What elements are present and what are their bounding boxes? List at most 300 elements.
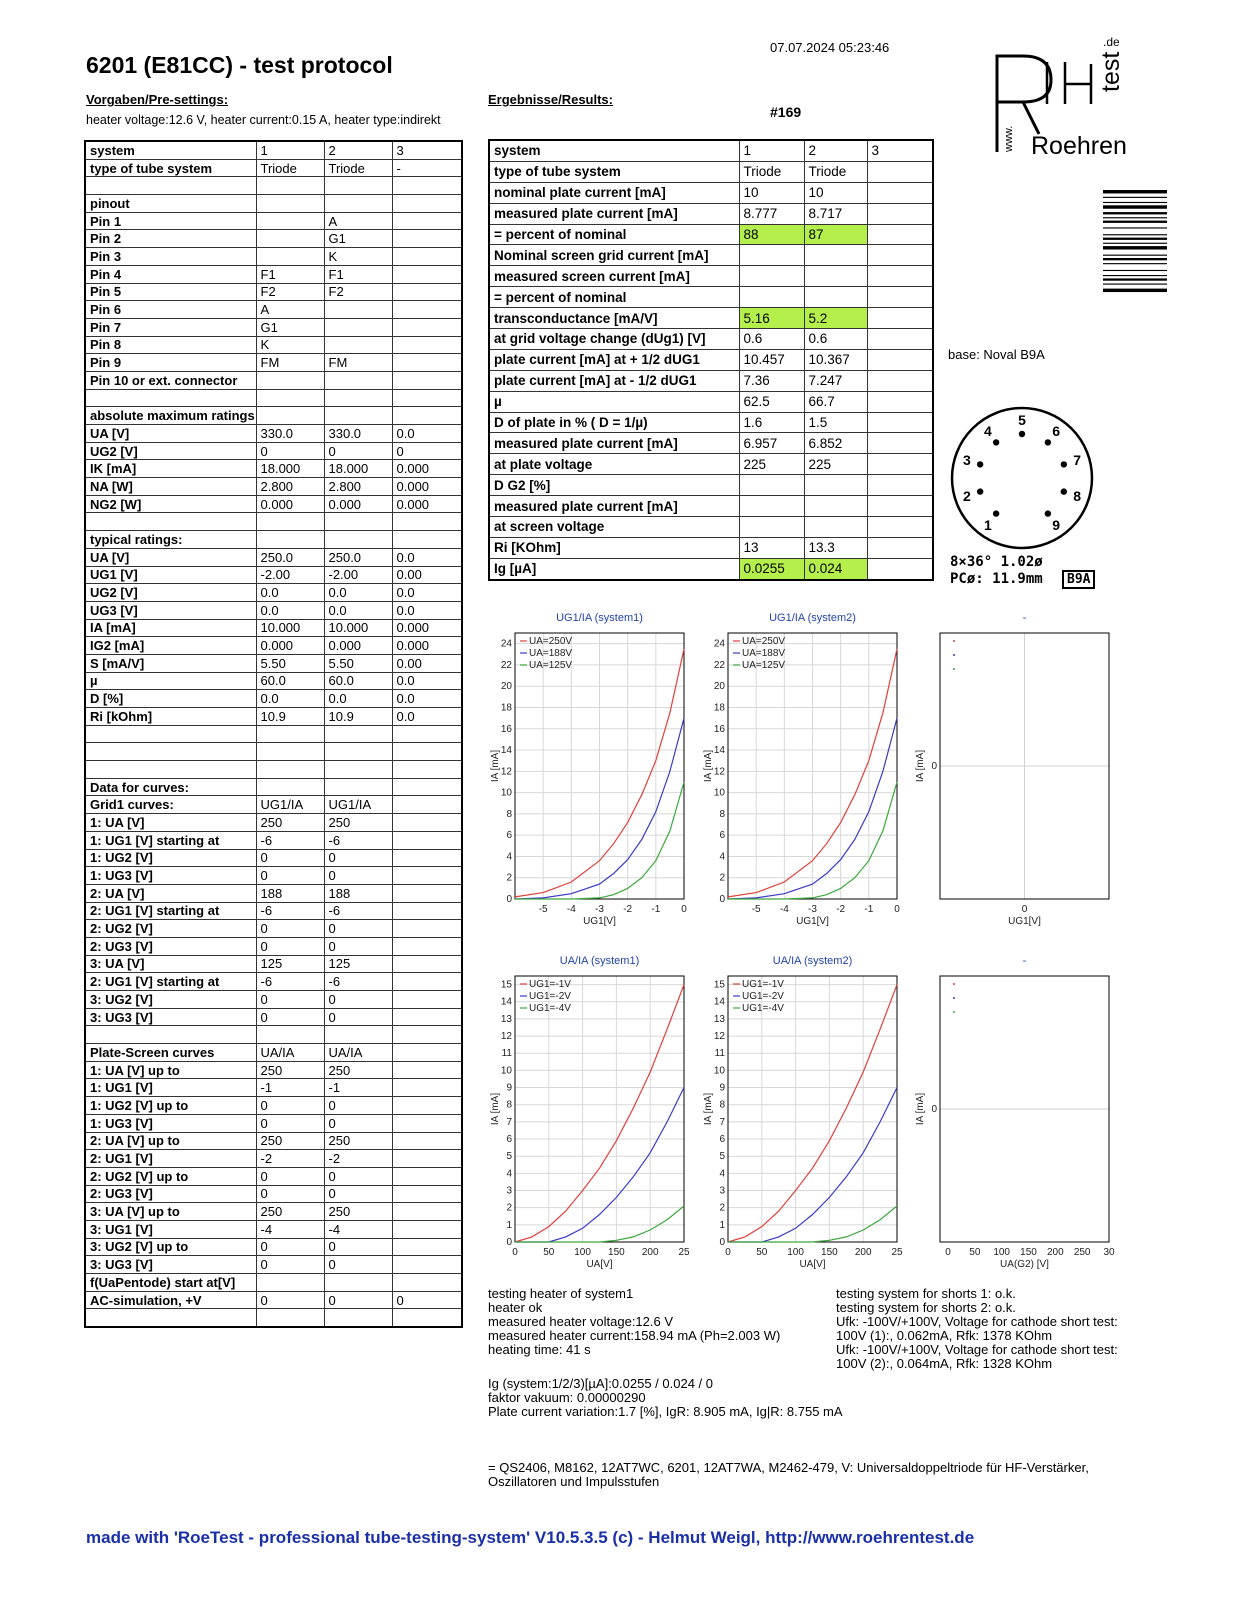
socket-pin-label: 4 bbox=[984, 423, 992, 440]
x-tick-label: -4 bbox=[779, 904, 789, 915]
cell-system-3 bbox=[392, 336, 462, 354]
cell-system-2 bbox=[324, 195, 392, 213]
table-row bbox=[85, 389, 462, 407]
y-tick-label: 0 bbox=[931, 1104, 937, 1115]
svg-text:test: test bbox=[1097, 51, 1125, 92]
cell-system-3 bbox=[392, 725, 462, 743]
table-row bbox=[85, 1203, 462, 1221]
cell-system-3: 0.000 bbox=[392, 460, 462, 478]
chart-ua-ia-system1 bbox=[487, 940, 690, 1273]
table-row bbox=[85, 354, 462, 372]
row-label: 2: UG1 [V] starting at bbox=[85, 902, 256, 920]
y-tick-label: 14 bbox=[713, 745, 725, 757]
legend-entry: UA=250V bbox=[742, 636, 786, 647]
cell-system-2: K bbox=[324, 248, 392, 266]
cell-system-3: 0.000 bbox=[392, 478, 462, 496]
x-tick-label: 0 bbox=[945, 1247, 951, 1258]
cell-system-1: 0 bbox=[256, 1256, 324, 1274]
y-tick-label: 15 bbox=[500, 979, 512, 991]
cell-system-1: 0 bbox=[256, 442, 324, 460]
row-label: UA [V] bbox=[85, 425, 256, 443]
cell-system-3 bbox=[392, 761, 462, 779]
y-tick-label: 22 bbox=[713, 659, 725, 671]
table-row bbox=[85, 531, 462, 549]
cell-system-2 bbox=[324, 1274, 392, 1292]
table-row bbox=[85, 1008, 462, 1026]
row-label: UG3 [V] bbox=[85, 601, 256, 619]
table-row bbox=[489, 391, 933, 412]
row-label: 3: UA [V] bbox=[85, 955, 256, 973]
y-tick-label: 13 bbox=[713, 1013, 725, 1025]
table-row bbox=[489, 475, 933, 496]
cell-system-2: 10.000 bbox=[324, 619, 392, 637]
table-row bbox=[85, 849, 462, 867]
cell-system-2: 0 bbox=[324, 1238, 392, 1256]
x-tick-label: 0 bbox=[894, 904, 900, 915]
row-label: 2: UG1 [V] bbox=[85, 1150, 256, 1168]
table-row bbox=[85, 425, 462, 443]
y-tick-label: 4 bbox=[719, 851, 725, 863]
cell-system-1: 6.957 bbox=[739, 433, 804, 454]
y-tick-label: 12 bbox=[713, 1031, 725, 1043]
cell-system-2: A bbox=[324, 212, 392, 230]
cell-system-3 bbox=[392, 1061, 462, 1079]
chart-title: UA/IA (system2) bbox=[772, 955, 853, 967]
cell-system-2 bbox=[804, 287, 867, 308]
table-row bbox=[489, 517, 933, 538]
table-row bbox=[489, 412, 933, 433]
row-label: measured plate current [mA] bbox=[489, 203, 739, 224]
cell-system-3 bbox=[392, 867, 462, 885]
cell-system-2: 250 bbox=[324, 1132, 392, 1150]
cell-system-2: 0 bbox=[324, 1114, 392, 1132]
cell-system-1: 0 bbox=[256, 1238, 324, 1256]
heater-test-line: testing heater of system1 bbox=[488, 1286, 634, 1301]
table-row bbox=[85, 177, 462, 195]
cell-system-2 bbox=[324, 301, 392, 319]
legend-entry: UA=125V bbox=[529, 660, 573, 671]
cell-system-3 bbox=[867, 349, 933, 370]
socket-pin bbox=[977, 461, 983, 467]
legend-dot bbox=[953, 640, 955, 642]
row-label bbox=[85, 389, 256, 407]
legend-entry: UA=125V bbox=[742, 660, 786, 671]
table-row bbox=[489, 182, 933, 203]
cell-system-1 bbox=[256, 230, 324, 248]
cell-system-2: 0 bbox=[324, 442, 392, 460]
chart-ua-ia-system2 bbox=[700, 940, 903, 1273]
cell-system-1: G1 bbox=[256, 318, 324, 336]
cell-system-3 bbox=[867, 308, 933, 329]
cell-system-2: 0 bbox=[324, 1167, 392, 1185]
cell-system-2: 66.7 bbox=[804, 391, 867, 412]
cell-system-1: -1 bbox=[256, 1079, 324, 1097]
cell-system-3 bbox=[867, 370, 933, 391]
table-row bbox=[489, 161, 933, 182]
cell-system-1 bbox=[256, 407, 324, 425]
cell-system-2 bbox=[324, 336, 392, 354]
y-tick-label: 20 bbox=[713, 681, 725, 693]
cell-system-3 bbox=[392, 1150, 462, 1168]
socket-pin-label: 2 bbox=[962, 487, 971, 504]
cell-system-1: -6 bbox=[256, 902, 324, 920]
row-label: NA [W] bbox=[85, 478, 256, 496]
cell-system-2: 125 bbox=[324, 955, 392, 973]
row-label: Grid1 curves: bbox=[85, 796, 256, 814]
shorts-test-line: testing system for shorts 1: o.k. bbox=[836, 1286, 1016, 1301]
table-row bbox=[85, 195, 462, 213]
table-row bbox=[489, 496, 933, 517]
row-label: D [%] bbox=[85, 690, 256, 708]
y-tick-label: 13 bbox=[500, 1013, 512, 1025]
table-row bbox=[85, 831, 462, 849]
x-tick-label: -5 bbox=[538, 904, 548, 915]
cell-system-1 bbox=[739, 287, 804, 308]
row-label bbox=[85, 1026, 256, 1044]
row-label: 1: UA [V] up to bbox=[85, 1061, 256, 1079]
cell-system-2: 250 bbox=[324, 1061, 392, 1079]
cell-system-1: 0 bbox=[256, 1097, 324, 1115]
cell-system-1: -2 bbox=[256, 1150, 324, 1168]
x-axis-label: UG1[V] bbox=[796, 916, 829, 927]
cell-system-3 bbox=[392, 902, 462, 920]
shorts-test-line: 100V (2):, 0.064mA, Rfk: 1328 KOhm bbox=[836, 1356, 1053, 1371]
table-row bbox=[489, 203, 933, 224]
cell-system-1 bbox=[739, 517, 804, 538]
cell-system-3 bbox=[392, 407, 462, 425]
row-label bbox=[85, 177, 256, 195]
y-tick-label: 2 bbox=[506, 872, 512, 884]
cell-system-2: 250 bbox=[324, 1203, 392, 1221]
cell-system-3 bbox=[867, 391, 933, 412]
row-label: D G2 [%] bbox=[489, 475, 739, 496]
cell-system-3: 3 bbox=[867, 140, 933, 161]
table-row bbox=[85, 1150, 462, 1168]
cell-system-3 bbox=[392, 1079, 462, 1097]
row-label: 2: UG2 [V] bbox=[85, 920, 256, 938]
results-table bbox=[488, 139, 934, 581]
row-label bbox=[85, 513, 256, 531]
svg-text:Roehren: Roehren bbox=[1031, 132, 1127, 160]
y-tick-label: 6 bbox=[506, 830, 512, 842]
y-tick-label: 8 bbox=[719, 1099, 725, 1111]
x-axis-label: UA[V] bbox=[799, 1259, 826, 1270]
table-row bbox=[85, 1097, 462, 1115]
cell-system-2 bbox=[324, 177, 392, 195]
cell-system-2: 0.024 bbox=[804, 558, 867, 579]
socket-pin bbox=[1045, 439, 1051, 445]
cell-system-3 bbox=[392, 778, 462, 796]
cell-system-3 bbox=[392, 991, 462, 1009]
x-tick-label: 25 bbox=[678, 1247, 690, 1258]
row-label: 1: UG2 [V] up to bbox=[85, 1097, 256, 1115]
row-label: absolute maximum ratings bbox=[85, 407, 256, 425]
cell-system-2: 60.0 bbox=[324, 672, 392, 690]
y-tick-label: 1 bbox=[506, 1219, 512, 1231]
cell-system-2 bbox=[324, 1309, 392, 1327]
x-tick-label: 150 bbox=[821, 1247, 838, 1258]
cell-system-1: -6 bbox=[256, 973, 324, 991]
cell-system-2: 7.247 bbox=[804, 370, 867, 391]
barcode bbox=[1103, 190, 1167, 312]
cell-system-2: 0 bbox=[324, 1256, 392, 1274]
y-tick-label: 12 bbox=[500, 1031, 512, 1043]
row-label: 2: UG1 [V] starting at bbox=[85, 973, 256, 991]
cell-system-2 bbox=[324, 371, 392, 389]
row-label: 2: UA [V] bbox=[85, 884, 256, 902]
x-tick-label: -5 bbox=[751, 904, 761, 915]
cell-system-2 bbox=[804, 517, 867, 538]
y-tick-label: 18 bbox=[713, 702, 725, 714]
table-row bbox=[85, 1026, 462, 1044]
cell-system-1: 10 bbox=[739, 182, 804, 203]
cell-system-2: 0 bbox=[324, 1291, 392, 1309]
y-tick-label: 8 bbox=[506, 1099, 512, 1111]
cell-system-1: 88 bbox=[739, 224, 804, 245]
run-number: #169 bbox=[770, 104, 802, 120]
cell-system-3: 0.0 bbox=[392, 672, 462, 690]
y-tick-label: 1 bbox=[719, 1219, 725, 1231]
y-tick-label: 6 bbox=[719, 1134, 725, 1146]
heater-settings: heater voltage:12.6 V, heater current:0.15 A, heater type:indirekt bbox=[86, 113, 441, 127]
y-tick-label: 11 bbox=[714, 1048, 725, 1060]
table-row bbox=[85, 1167, 462, 1185]
table-row bbox=[85, 1044, 462, 1062]
cell-system-2: 87 bbox=[804, 224, 867, 245]
row-label: S [mA/V] bbox=[85, 654, 256, 672]
cell-system-3 bbox=[392, 955, 462, 973]
x-tick-label: 50 bbox=[969, 1247, 981, 1258]
table-row bbox=[85, 814, 462, 832]
table-row bbox=[85, 725, 462, 743]
cell-system-3: 3 bbox=[392, 141, 462, 159]
table-row bbox=[85, 937, 462, 955]
table-row bbox=[489, 433, 933, 454]
cell-system-3 bbox=[867, 182, 933, 203]
cell-system-3 bbox=[392, 195, 462, 213]
cell-system-2: 250 bbox=[324, 814, 392, 832]
legend-entry: UG1=-2V bbox=[742, 991, 784, 1002]
x-tick-label: 25 bbox=[891, 1247, 903, 1258]
cell-system-2: 0 bbox=[324, 1008, 392, 1026]
row-label: = percent of nominal bbox=[489, 224, 739, 245]
cell-system-3 bbox=[392, 814, 462, 832]
y-tick-label: 2 bbox=[506, 1202, 512, 1214]
table-row bbox=[85, 1238, 462, 1256]
y-tick-label: 15 bbox=[713, 979, 725, 991]
cell-system-2: 5.50 bbox=[324, 654, 392, 672]
row-label: NG2 [W] bbox=[85, 495, 256, 513]
legend-dot bbox=[953, 668, 955, 670]
socket-pin-label: 6 bbox=[1052, 423, 1060, 440]
x-tick-label: 150 bbox=[1020, 1247, 1037, 1258]
cell-system-2: 0.0 bbox=[324, 690, 392, 708]
cell-system-3 bbox=[392, 248, 462, 266]
row-label: plate current [mA] at - 1/2 dUG1 bbox=[489, 370, 739, 391]
row-label: measured plate current [mA] bbox=[489, 496, 739, 517]
cell-system-1: 0.6 bbox=[739, 329, 804, 350]
table-row bbox=[85, 159, 462, 177]
x-tick-label: 0 bbox=[681, 904, 687, 915]
pre-settings-table bbox=[84, 140, 463, 1328]
cell-system-2 bbox=[324, 725, 392, 743]
cell-system-3 bbox=[392, 265, 462, 283]
cell-system-3 bbox=[392, 177, 462, 195]
row-label: Nominal screen grid current [mA] bbox=[489, 245, 739, 266]
socket-pin-label: 8 bbox=[1073, 487, 1082, 504]
cell-system-3 bbox=[392, 531, 462, 549]
row-label: at grid voltage change (dUg1) [V] bbox=[489, 329, 739, 350]
cell-system-1: 5.16 bbox=[739, 308, 804, 329]
table-row bbox=[85, 548, 462, 566]
x-tick-label: -2 bbox=[623, 904, 633, 915]
pitch-circle: PCø: 11.9mm bbox=[950, 571, 1043, 587]
row-label: plate current [mA] at + 1/2 dUG1 bbox=[489, 349, 739, 370]
legend-entry: UG1=-4V bbox=[742, 1003, 784, 1014]
row-label: µ bbox=[489, 391, 739, 412]
cell-system-2: -2 bbox=[324, 1150, 392, 1168]
cell-system-1: 2.800 bbox=[256, 478, 324, 496]
row-label: 3: UG3 [V] bbox=[85, 1256, 256, 1274]
table-row bbox=[85, 141, 462, 159]
x-tick-label: -4 bbox=[566, 904, 576, 915]
base-label: base: Noval B9A bbox=[948, 347, 1045, 362]
cell-system-1 bbox=[739, 266, 804, 287]
cell-system-2: 188 bbox=[324, 884, 392, 902]
cell-system-2 bbox=[324, 761, 392, 779]
cell-system-2: 250.0 bbox=[324, 548, 392, 566]
row-label: Pin 8 bbox=[85, 336, 256, 354]
chart-title: UA/IA (system1) bbox=[559, 955, 640, 967]
table-row bbox=[85, 1220, 462, 1238]
table-row bbox=[489, 287, 933, 308]
cell-system-1 bbox=[256, 195, 324, 213]
cell-system-1: 250 bbox=[256, 1061, 324, 1079]
roehrentest-logo bbox=[985, 34, 1125, 159]
cell-system-1: -2.00 bbox=[256, 566, 324, 584]
table-row bbox=[85, 654, 462, 672]
y-tick-label: 6 bbox=[719, 830, 725, 842]
pre-settings-heading: Vorgaben/Pre-settings: bbox=[86, 92, 229, 107]
row-label: measured plate current [mA] bbox=[489, 433, 739, 454]
table-row bbox=[489, 308, 933, 329]
row-label: 3: UA [V] up to bbox=[85, 1203, 256, 1221]
cell-system-3 bbox=[392, 212, 462, 230]
y-tick-label: 7 bbox=[506, 1116, 512, 1128]
y-tick-label: 3 bbox=[719, 1185, 725, 1197]
chart-title: UG1/IA (system2) bbox=[769, 612, 856, 624]
cell-system-3 bbox=[392, 1185, 462, 1203]
cell-system-2: 0 bbox=[324, 849, 392, 867]
cell-system-2: Triode bbox=[324, 159, 392, 177]
cell-system-3 bbox=[392, 1220, 462, 1238]
table-row bbox=[85, 991, 462, 1009]
legend-dot bbox=[953, 654, 955, 656]
cell-system-1 bbox=[256, 212, 324, 230]
cell-system-2 bbox=[324, 389, 392, 407]
cell-system-3 bbox=[392, 513, 462, 531]
cell-system-2: 18.000 bbox=[324, 460, 392, 478]
cell-system-3 bbox=[392, 1132, 462, 1150]
socket-pin bbox=[1061, 461, 1067, 467]
x-tick-label: 250 bbox=[1073, 1247, 1091, 1258]
table-row bbox=[85, 265, 462, 283]
cell-system-1: 188 bbox=[256, 884, 324, 902]
cell-system-1: -4 bbox=[256, 1220, 324, 1238]
table-row bbox=[85, 1079, 462, 1097]
cell-system-1: F2 bbox=[256, 283, 324, 301]
svg-text:www.: www. bbox=[1003, 125, 1015, 152]
x-tick-label: 0 bbox=[512, 1247, 518, 1258]
row-label: 3: UG2 [V] up to bbox=[85, 1238, 256, 1256]
table-row bbox=[85, 619, 462, 637]
vacuum-line: Ig (system:1/2/3)[µA]:0.0255 / 0.024 / 0 bbox=[488, 1376, 713, 1391]
cell-system-3 bbox=[392, 1256, 462, 1274]
cell-system-2: -6 bbox=[324, 973, 392, 991]
cell-system-2 bbox=[804, 496, 867, 517]
cell-system-3: 0.00 bbox=[392, 566, 462, 584]
table-row bbox=[85, 637, 462, 655]
x-tick-label: 0 bbox=[1021, 904, 1028, 915]
cell-system-1 bbox=[256, 778, 324, 796]
y-tick-label: 4 bbox=[506, 1168, 512, 1180]
row-label: system bbox=[85, 141, 256, 159]
row-label bbox=[85, 743, 256, 761]
cell-system-2: 10.9 bbox=[324, 708, 392, 726]
cell-system-1: A bbox=[256, 301, 324, 319]
cell-system-2: 5.2 bbox=[804, 308, 867, 329]
table-row bbox=[85, 902, 462, 920]
x-axis-label: UG1[V] bbox=[1008, 916, 1041, 927]
cell-system-1: 10.000 bbox=[256, 619, 324, 637]
row-label: Data for curves: bbox=[85, 778, 256, 796]
cell-system-1 bbox=[256, 725, 324, 743]
row-label: µ bbox=[85, 672, 256, 690]
cell-system-3: 0.0 bbox=[392, 425, 462, 443]
cell-system-3: 0 bbox=[392, 1291, 462, 1309]
table-row bbox=[85, 301, 462, 319]
row-label: Pin 4 bbox=[85, 265, 256, 283]
chart-ug1-ia-system1 bbox=[487, 597, 687, 930]
table-row bbox=[85, 796, 462, 814]
cell-system-3 bbox=[867, 266, 933, 287]
y-tick-label: 2 bbox=[719, 872, 725, 884]
cell-system-1: 0 bbox=[256, 1008, 324, 1026]
cell-system-2: 0.6 bbox=[804, 329, 867, 350]
cell-system-3 bbox=[867, 329, 933, 350]
cell-system-1: 250 bbox=[256, 814, 324, 832]
cell-system-2: 10 bbox=[804, 182, 867, 203]
equivalents-block bbox=[488, 1461, 1089, 1489]
cell-system-3: 0.0 bbox=[392, 601, 462, 619]
row-label: 1: UG1 [V] starting at bbox=[85, 831, 256, 849]
row-label: Pin 6 bbox=[85, 301, 256, 319]
cell-system-1: 10.457 bbox=[739, 349, 804, 370]
cell-system-1: 0 bbox=[256, 1185, 324, 1203]
socket-pin-label: 1 bbox=[984, 516, 992, 533]
cell-system-3 bbox=[392, 937, 462, 955]
cell-system-3 bbox=[392, 1203, 462, 1221]
row-label: IK [mA] bbox=[85, 460, 256, 478]
row-label: UG1 [V] bbox=[85, 566, 256, 584]
cell-system-3 bbox=[392, 796, 462, 814]
cell-system-1: 0.0 bbox=[256, 601, 324, 619]
table-row bbox=[85, 566, 462, 584]
cell-system-3 bbox=[392, 1114, 462, 1132]
cell-system-1: 0 bbox=[256, 991, 324, 1009]
legend-entry: UA=250V bbox=[529, 636, 573, 647]
noval-socket-diagram bbox=[948, 408, 1098, 558]
